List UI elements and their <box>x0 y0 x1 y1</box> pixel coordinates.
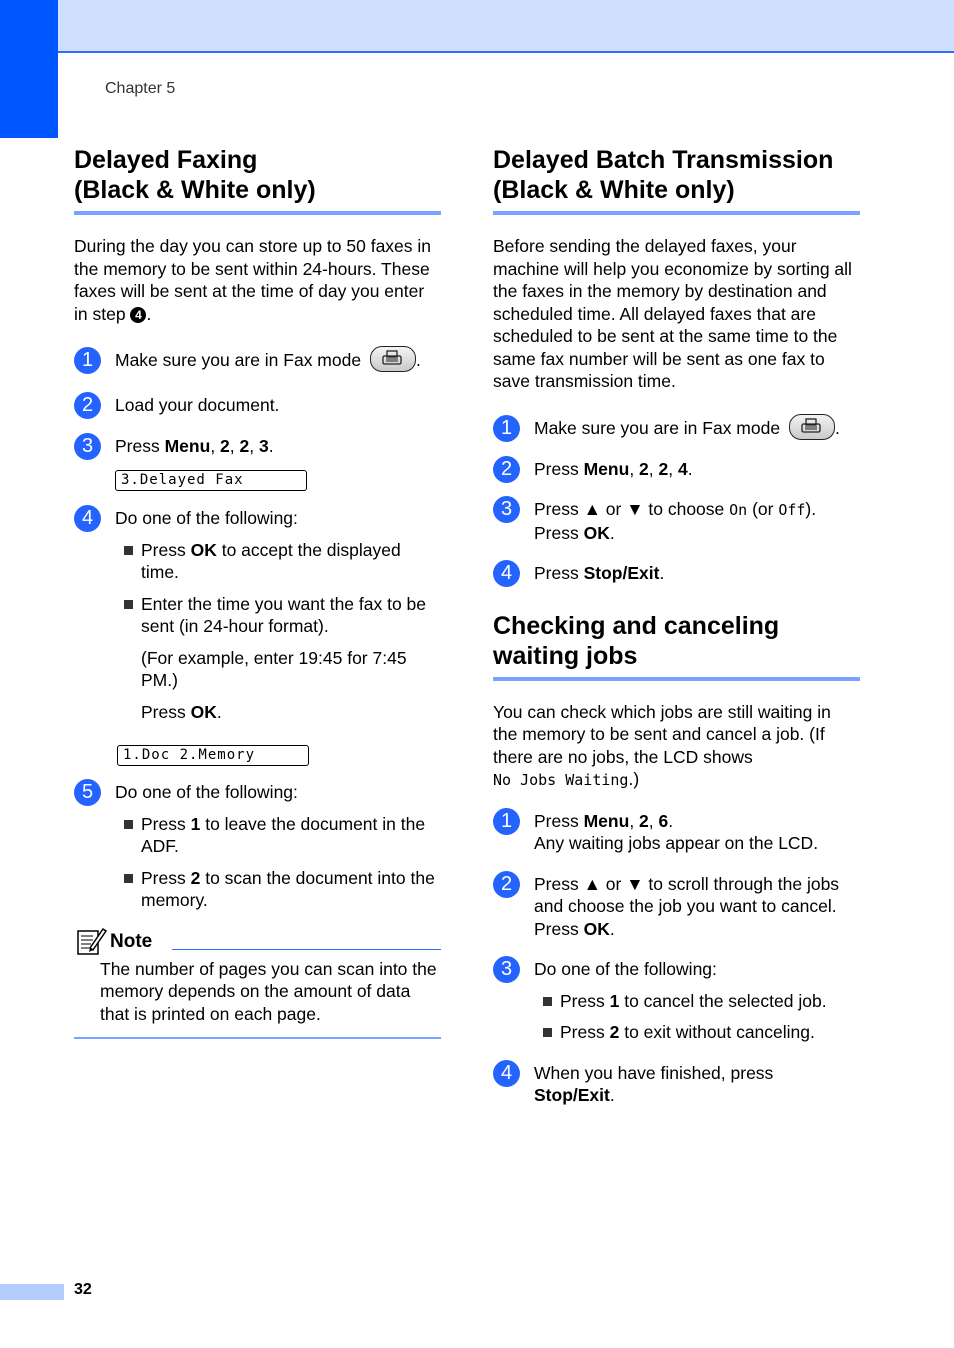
step-ref-badge: 4 <box>130 307 146 323</box>
section-title-checking-canceling: Checking and canceling waiting jobs <box>493 611 860 681</box>
press-ok-text: Press OK. <box>141 701 222 722</box>
intro-paragraph: During the day you can store up to 50 faxes in the memory to be sent within 24-hours. These faxes will be sent at the time of day you enter in step 4 . <box>74 236 432 324</box>
step-number: 4 <box>493 1060 520 1087</box>
lcd-display: 3.Delayed Fax <box>115 470 307 491</box>
fax-mode-button-icon <box>370 346 416 372</box>
intro-paragraph: You can check which jobs are still waiting in the memory to be sent and cancel a job. (If there are no jobs, the LCD shows No Jobs Waiting.) <box>493 701 831 790</box>
step-2: 2 Press Menu, 2, 2, 4. <box>493 458 860 481</box>
step-number: 1 <box>493 808 520 835</box>
footer-bar <box>0 1284 64 1300</box>
note-title: Note <box>110 930 153 952</box>
left-column <box>74 145 441 1039</box>
lcd-display: 1.Doc 2.Memory <box>117 745 309 766</box>
step-1: 1 Make sure you are in Fax mode . <box>74 349 441 372</box>
step-number: 5 <box>74 779 101 806</box>
step-number: 3 <box>493 956 520 983</box>
example-text: (For example, enter 19:45 for 7:45 PM.) <box>141 647 407 691</box>
section-title-delayed-batch: Delayed Batch Transmission (Black & White only) <box>493 145 860 215</box>
step-5: 5 Do one of the following: Press 1 to leave the document in the ADF. Press 2 to scan the document into the memory. <box>74 781 441 912</box>
bullet-item: Press 1 to cancel the selected job. <box>534 990 860 1013</box>
fax-mode-button-icon <box>789 414 835 440</box>
step-number: 2 <box>493 871 520 898</box>
step-3: 3 Press Menu, 2, 2, 3. 3.Delayed Fax <box>74 435 441 492</box>
section-title-delayed-faxing: Delayed Faxing (Black & White only) <box>74 145 441 215</box>
page-number: 32 <box>74 1281 92 1298</box>
right-column <box>493 145 860 1107</box>
bullet-item: Press OK to accept the displayed time. <box>115 539 441 584</box>
step-number: 1 <box>74 347 101 374</box>
bullet-item: Enter the time you want the fax to be sent (in 24-hour format). <box>115 593 441 638</box>
chapter-label: Chapter 5 <box>105 80 176 97</box>
intro-paragraph: Before sending the delayed faxes, your machine will help you economize by sorting all the faxes in the memory by destination and scheduled time. All delayed faxes that are scheduled to be sent at the same time to the same fax number will be sent as one fax to save transmission time. <box>493 236 852 391</box>
step-number: 2 <box>74 392 101 419</box>
top-header-bar <box>0 0 954 53</box>
step-number: 4 <box>74 505 101 532</box>
bullet-item: Press 1 to leave the document in the ADF. <box>115 813 441 858</box>
step-3: 3 Do one of the following: Press 1 to cancel the selected job. Press 2 to exit without canceling. <box>493 958 860 1044</box>
step-1: 1 Press Menu, 2, 6. Any waiting jobs appear on the LCD. <box>493 810 860 855</box>
step-4: 4 Press Stop/Exit. <box>493 562 860 585</box>
step-1: 1 Make sure you are in Fax mode . <box>493 417 860 440</box>
bullet-item: Press 2 to exit without canceling. <box>534 1021 860 1044</box>
chapter-side-tab <box>0 0 58 138</box>
bullet-item: Press 2 to scan the document into the memory. <box>115 867 441 912</box>
step-number: 4 <box>493 560 520 587</box>
step-2: 2 Load your document. <box>74 394 441 417</box>
step-2: 2 Press ▲ or ▼ to scroll through the jobs and choose the job you want to cancel. Press OK. <box>493 873 860 941</box>
step-number: 3 <box>493 496 520 523</box>
step-number: 3 <box>74 433 101 460</box>
note-pencil-icon <box>76 926 108 956</box>
step-4: 4 When you have finished, press Stop/Exit. <box>493 1062 860 1107</box>
note-box <box>74 926 441 1040</box>
step-number: 2 <box>493 456 520 483</box>
step-4: 4 Do one of the following: Press OK to accept the displayed time. Enter the time you want the fax to be sent (in 24-hour format). (For example, enter 19:45 for 7:45 PM.) Press OK. 1.Doc 2.Memory <box>74 507 441 766</box>
note-text: The number of pages you can scan into the memory depends on the amount of data that is printed on each page. <box>100 958 437 1024</box>
step-3: 3 Press ▲ or ▼ to choose On (or Off). Press OK. <box>493 498 860 544</box>
step-number: 1 <box>493 415 520 442</box>
